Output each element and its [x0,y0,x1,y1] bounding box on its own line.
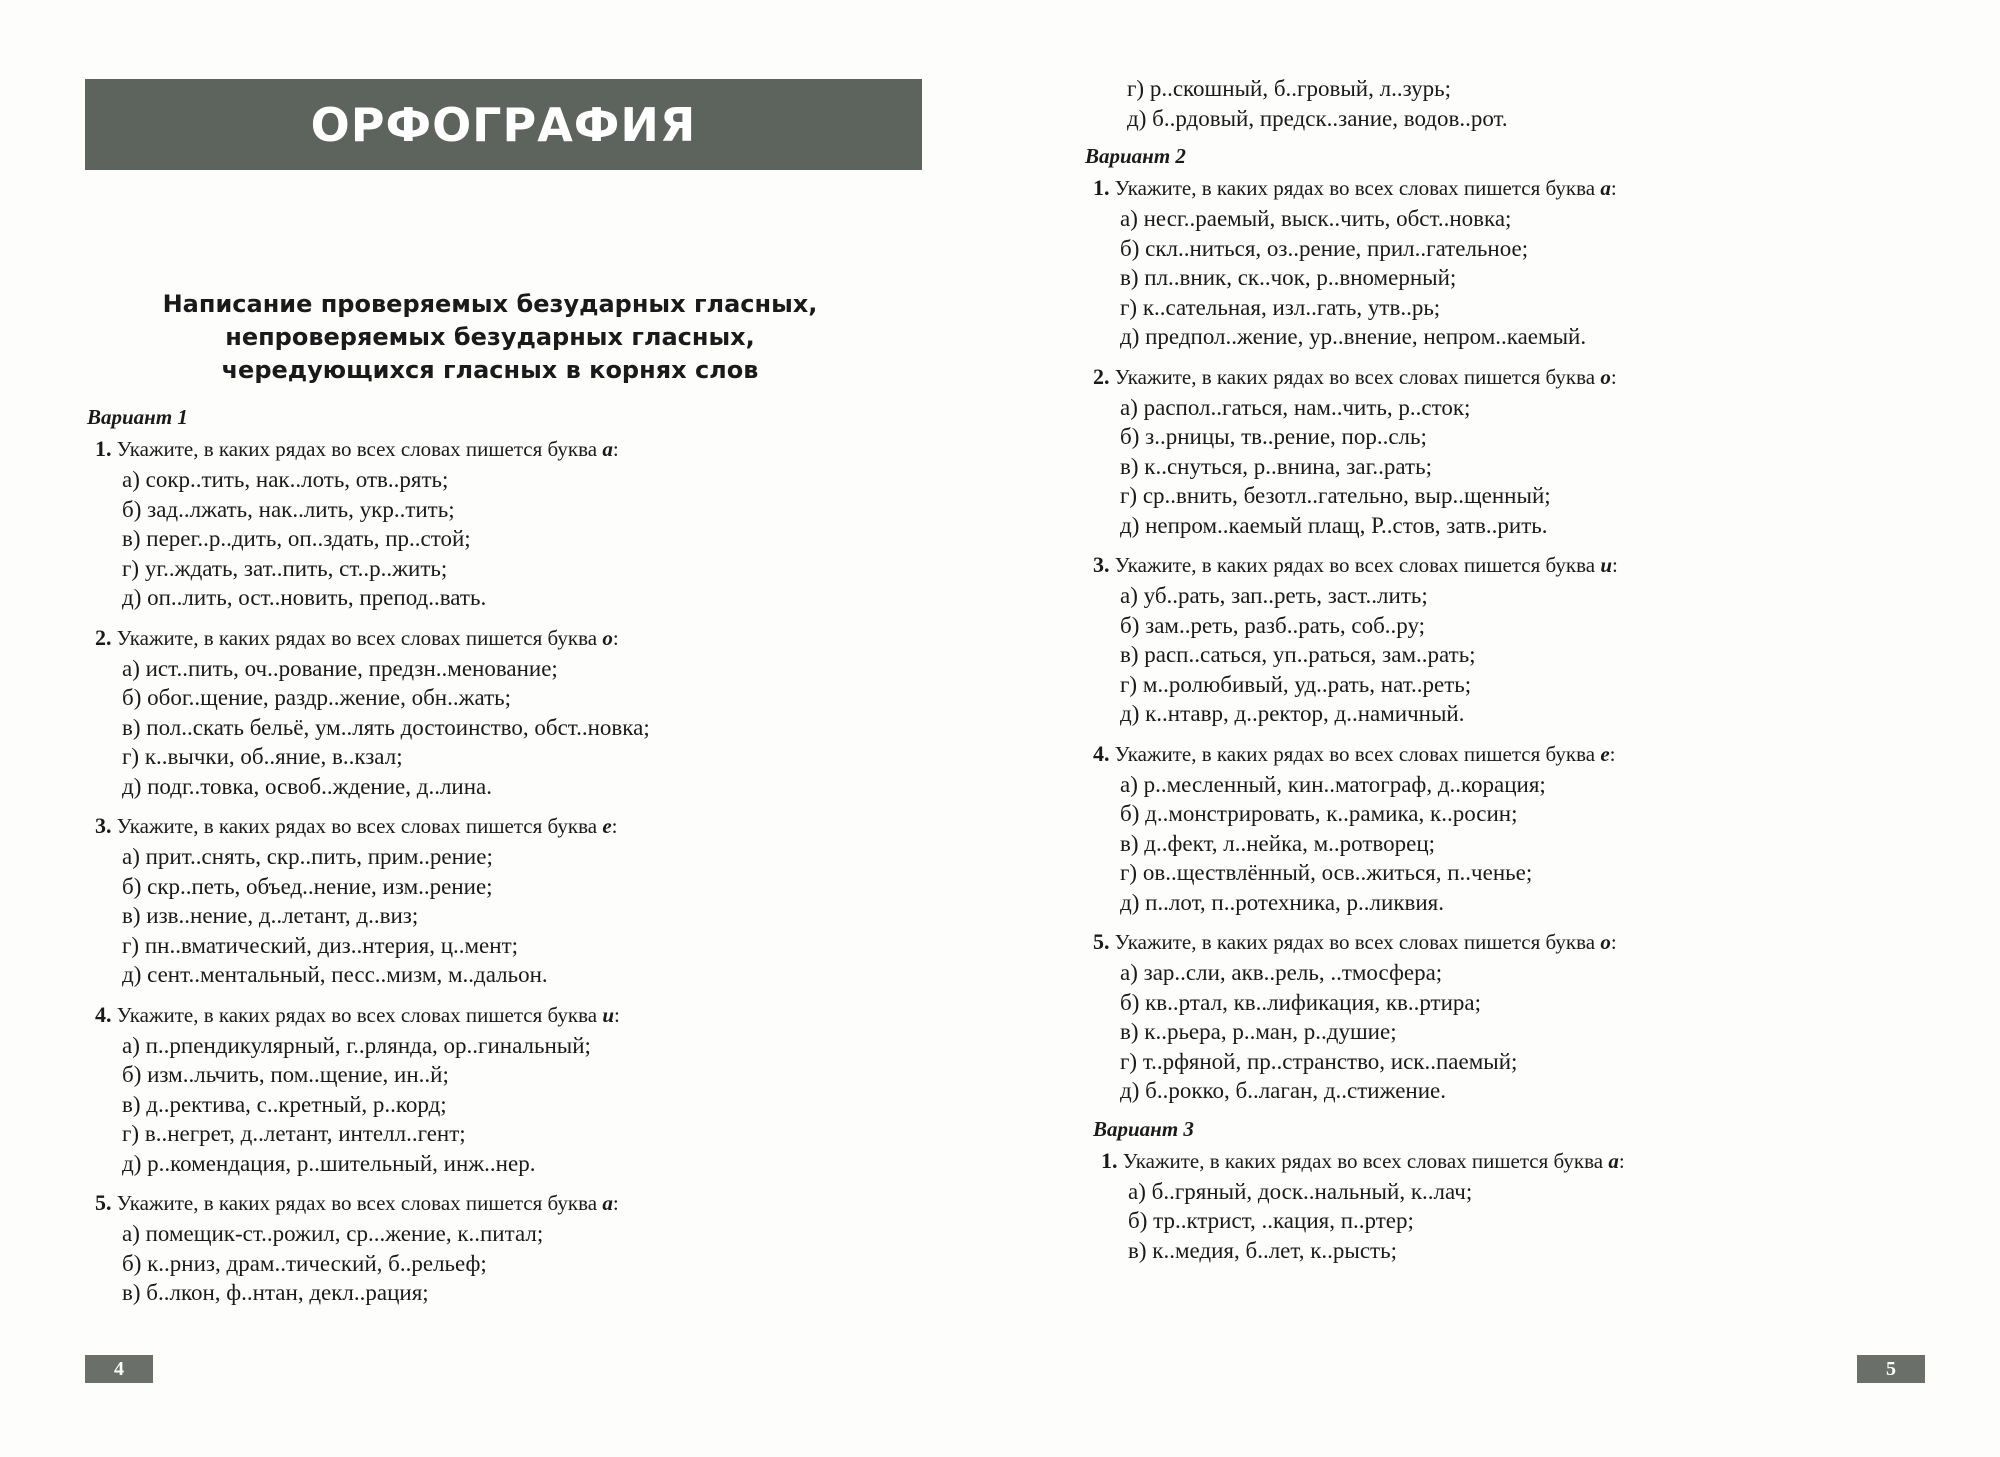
task-colon: : [1610,364,1617,389]
option: а) п..рпендикулярный, г..рлянда, ор..гинальный; [122,1032,591,1058]
option: д) к..нтавр, д..ректор, д..намичный. [1120,701,1465,726]
option: г) уг..ждать, зат..пить, ст..р..жить; [122,555,448,581]
option: г) м..ролюбивый, уд..рать, нат..реть; [1120,671,1472,697]
task-text: Укажите, в каких рядах во всех словах пишется буква [116,1002,598,1027]
task-letter: о [1600,364,1611,389]
option-list [95,1031,987,1179]
option: б) зад..лжать, нак..лить, укр..тить; [122,496,455,522]
option: д) оп..лить, ост..новить, препод..вать. [122,585,487,610]
option-list [1093,958,1985,1106]
option: г) т..рфяной, пр..странство, иск..паемый; [1120,1048,1518,1074]
task-number: 2. [95,624,112,650]
task-colon: : [1609,741,1616,766]
task [87,621,987,802]
task-number: 4. [95,1001,112,1027]
task-letter: и [1600,553,1613,577]
task-colon: : [612,1191,619,1215]
option: в) б..лкон, ф..нтан, декл..рация; [122,1280,429,1305]
option: б) д..монстрировать, к..рамика, к..росин; [1120,801,1518,826]
option: б) скл..ниться, оз..рение, прил..гательное; [1120,235,1529,261]
option: б) кв..ртал, кв..лификация, кв..ртира; [1120,989,1482,1015]
task-letter: о [602,625,613,650]
task [1085,171,1985,352]
option: г) р..скошный, б..гровый, л..зурь; [1127,76,1452,101]
task-question [95,998,987,1031]
option: б) тр..ктрист, ..кация, п..ртер; [1128,1208,1414,1233]
task-number: 1. [1101,1147,1118,1173]
task-letter: а [602,1191,613,1215]
task-text: Укажите, в каких рядах во всех словах пишется буква [1114,741,1596,766]
option: а) помещик-ст..рожил, ср...жение, к..питал; [122,1221,544,1246]
option: в) к..рьера, р..ман, р..душие; [1120,1019,1397,1044]
task-question [95,1186,987,1219]
task-number: 5. [1093,929,1110,954]
task-letter: а [1608,1148,1619,1173]
task-letter: о [1600,930,1611,954]
task-letter: и [602,1002,615,1027]
option: в) к..медия, б..лет, к..рысть; [1128,1237,1397,1263]
task-letter: а [602,437,613,461]
task-text: Укажите, в каких рядах во всех словах пишется буква [116,437,598,461]
option-list [1101,1177,1985,1266]
right-page [1000,0,2000,1457]
option-list [1093,204,1985,352]
option: в) изв..нение, д..летант, д..виз; [122,903,419,928]
task [87,998,987,1179]
chapter-title: ОРФОГРАФИЯ [310,97,697,152]
task-text: Укажите, в каких рядах во всех словах пишется буква [116,625,598,650]
section-title-line: чередующихся гласных в корнях слов [221,356,759,384]
task-question [1093,171,1985,204]
option: в) д..ректива, с..кретный, р..корд; [122,1091,447,1117]
section-title-line: Написание проверяемых безударных гласных, [162,290,818,318]
task-text: Укажите, в каких рядах во всех словах пишется буква [116,814,598,838]
option: г) ов..ществлённый, осв..житься, п..ченье; [1120,860,1533,885]
task-letter: а [1600,176,1611,200]
option: г) к..сательная, изл..гать, утв..рь; [1120,294,1441,320]
task-number: 4. [1093,740,1110,766]
option: а) прит..снять, скр..пить, прим..рение; [122,844,493,869]
task [87,809,987,990]
task [1085,548,1985,729]
option-list-continued [1085,74,1985,133]
task-text: Укажите, в каких рядах во всех словах пишется буква [1122,1148,1604,1173]
option: а) сокр..тить, нак..лоть, отв..рять; [122,467,449,492]
option: д) п..лот, п..ротехника, р..ликвия. [1120,889,1444,915]
option: г) пн..вматический, диз..нтерия, ц..мент; [122,932,519,958]
option: а) р..месленный, кин..матограф, д..корация; [1120,771,1546,797]
task-question [1093,737,1985,770]
task-text: Укажите, в каких рядах во всех словах пишется буква [1114,930,1596,954]
task-number: 2. [1093,363,1110,389]
option: б) зам..реть, разб..рать, соб..ру; [1120,612,1426,638]
option-list [95,842,987,990]
option: а) несг..раемый, выск..чить, обст..новка; [1120,206,1512,231]
task-number: 1. [1093,175,1110,200]
option: а) распол..гаться, нам..чить, р..сток; [1120,394,1471,420]
variant-heading: Вариант 3 [1093,1116,1194,1141]
option: д) р..комендация, р..шительный, инж..нер. [122,1150,536,1176]
task [1085,737,1985,918]
task-colon: : [1618,1148,1625,1173]
option: в) перег..р..дить, оп..здать, пр..стой; [122,526,471,551]
task [1085,925,1985,1106]
option: д) б..рокко, б..лаган, д..стижение. [1120,1078,1446,1103]
task-question [1093,548,1985,581]
task-letter: е [1600,741,1610,766]
option-list [95,1219,987,1308]
option: в) к..снуться, р..внина, заг..рать; [1120,453,1432,479]
option: б) з..рницы, тв..рение, пор..сль; [1120,424,1427,449]
option: б) к..рниз, драм..тический, б..рельеф; [122,1250,487,1276]
task-text: Укажите, в каких рядах во всех словах пишется буква [116,1191,598,1215]
chapter-banner [85,79,922,170]
option: б) обог..щение, раздр..жение, обн..жать; [122,685,512,710]
option: б) изм..льчить, пом..щение, ин..й; [122,1062,449,1087]
task-question [95,432,987,465]
left-content [87,402,987,1308]
task-colon: : [612,437,619,461]
task-text: Укажите, в каких рядах во всех словах пишется буква [1114,364,1596,389]
task-colon: : [1610,930,1617,954]
option-list [95,465,987,613]
task-question [1093,925,1985,958]
section-title-line: непроверяемых безударных гласных, [225,323,755,351]
option: в) пол..скать бельё, ум..лять достоинство, обст..новка; [122,714,650,740]
option: а) уб..рать, зап..реть, заст..лить; [1120,583,1428,608]
option: д) сент..ментальный, песс..мизм, м..дальон. [122,962,548,987]
task-number: 3. [1093,552,1110,577]
task [1085,360,1985,541]
task-text: Укажите, в каких рядах во всех словах пишется буква [1114,176,1596,200]
task-colon: : [614,1002,620,1027]
task-colon: : [1610,176,1617,200]
option: д) б..рдовый, предск..зание, водов..рот. [1127,105,1508,131]
option: г) ср..внить, безотл..гательно, выр..щенный; [1120,483,1551,508]
option: д) предпол..жение, ур..внение, непром..каемый. [1120,324,1587,349]
option-list [95,654,987,802]
option: в) расп..саться, уп..раться, зам..рать; [1120,642,1476,667]
page-number: 5 [1857,1355,1925,1383]
task-question [1101,1144,1985,1177]
task-colon: : [612,625,619,650]
option: д) подг..товка, освоб..ждение, д..лина. [122,773,493,799]
task-text: Укажите, в каких рядах во всех словах пишется буква [1114,553,1596,577]
task-number: 5. [95,1190,112,1215]
variant-heading: Вариант 2 [1085,144,1186,168]
page-number: 4 [85,1355,153,1383]
option: в) д..фект, л..нейка, м..ротворец; [1120,830,1436,856]
option: а) ист..пить, оч..рование, предзн..менование; [122,655,558,681]
task-question [95,621,987,654]
option-list [1093,393,1985,541]
option: а) зар..сли, акв..рель, ..тмосфера; [1120,960,1443,985]
task-question [95,809,987,842]
task-colon: : [1612,553,1618,577]
option-list [1093,770,1985,918]
task [87,432,987,613]
task-number: 3. [95,813,112,838]
task [1085,1144,1985,1266]
section-title [100,288,880,387]
right-content [1085,74,1985,1265]
option: в) пл..вник, ск..чок, р..вномерный; [1120,265,1457,290]
task-question [1093,360,1985,393]
option: а) б..гряный, доск..нальный, к..лач; [1128,1178,1473,1204]
option-list [1093,581,1985,729]
task-number: 1. [95,436,112,461]
task-letter: е [602,814,612,838]
option: г) в..негрет, д..летант, интелл..гент; [122,1121,466,1146]
option: б) скр..петь, объед..нение, изм..рение; [122,873,493,899]
variant-heading: Вариант 1 [87,405,188,429]
task-colon: : [611,814,618,838]
task [87,1186,987,1308]
option: г) к..вычки, об..яние, в..кзал; [122,744,403,769]
option: д) непром..каемый плащ, Р..стов, затв..рить. [1120,512,1548,538]
